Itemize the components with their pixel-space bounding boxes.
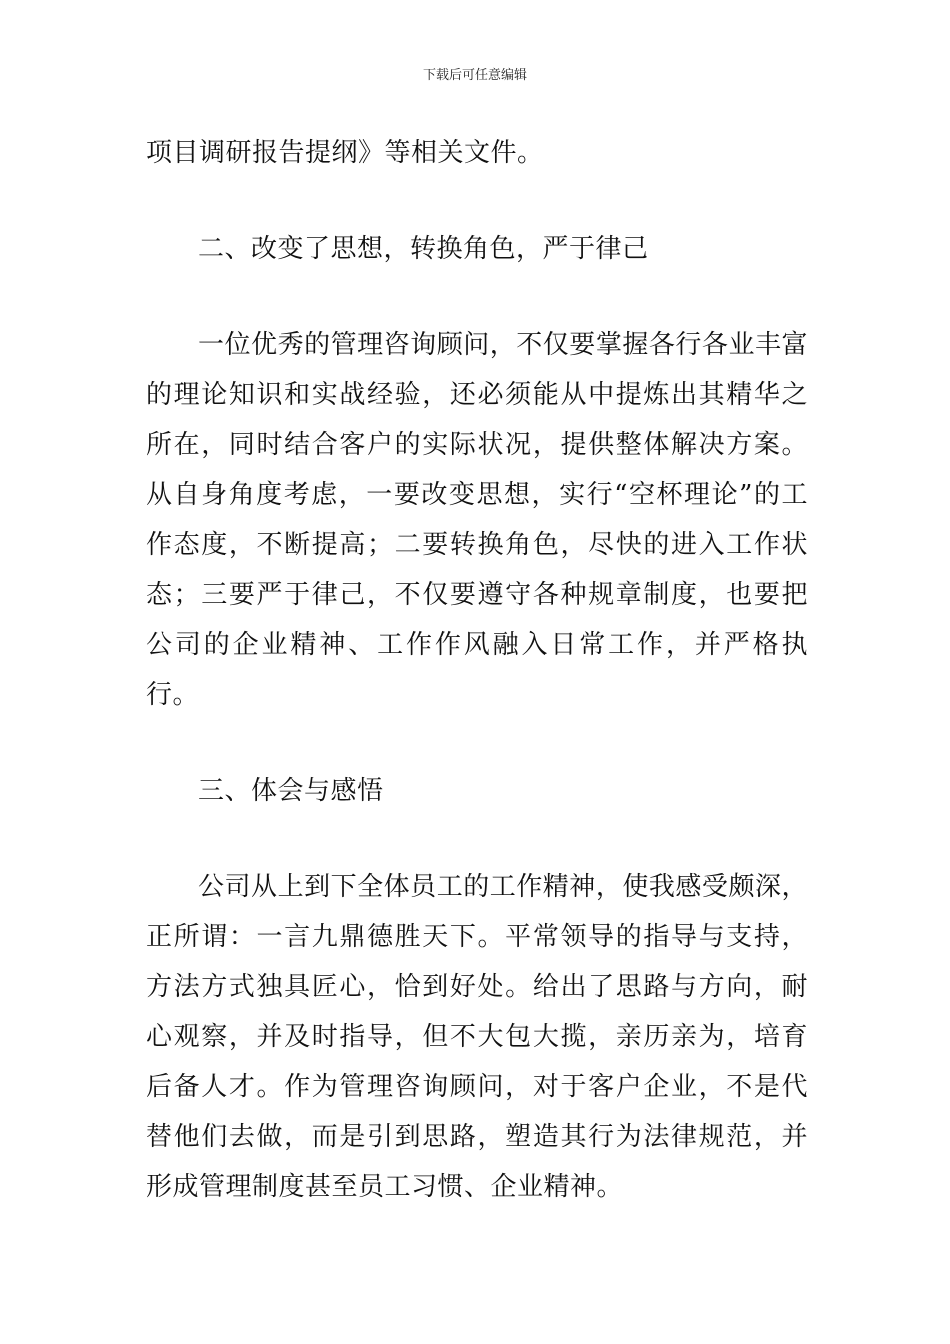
spacer — [146, 274, 808, 320]
document-body — [146, 128, 808, 1212]
spacer — [146, 178, 808, 224]
spacer — [146, 720, 808, 766]
page-header-note: 下载后可任意编辑 — [422, 68, 527, 83]
paragraph-continuation: 项目调研报告提纲》等相关文件。 — [146, 138, 544, 168]
spacer — [146, 816, 808, 862]
paragraph-section-2: 一位优秀的管理咨询顾问，不仅要掌握各行各业丰富的理论知识和实战经验，还必须能从中提炼出其精华之所在，同时结合客户的实际状况，提供整体解决方案。从自身角度考虑，一要改变思想，实行“空杯理论”的工作态度，不断提高；二要转换角色，尽快的进入工作状态；三要严于律己，不仅要遵守各种规章制度，也要把公司的企业精神、工作作风融入日常工作，并严格执行。 — [146, 330, 808, 710]
paragraph-section-3: 公司从上到下全体员工的工作精神，使我感受颇深，正所谓：一言九鼎德胜天下。平常领导的指导与支持，方法方式独具匠心，恰到好处。给出了思路与方向，耐心观察，并及时指导，但不大包大揽，亲历亲为，培育后备人才。作为管理咨询顾问，对于客户企业，不是代替他们去做，而是引到思路，塑造其行为法律规范，并形成管理制度甚至员工习惯、企业精神。 — [146, 872, 808, 1202]
section-heading-2: 二、改变了思想，转换角色，严于律己 — [198, 234, 649, 264]
section-heading-3: 三、体会与感悟 — [198, 776, 384, 806]
